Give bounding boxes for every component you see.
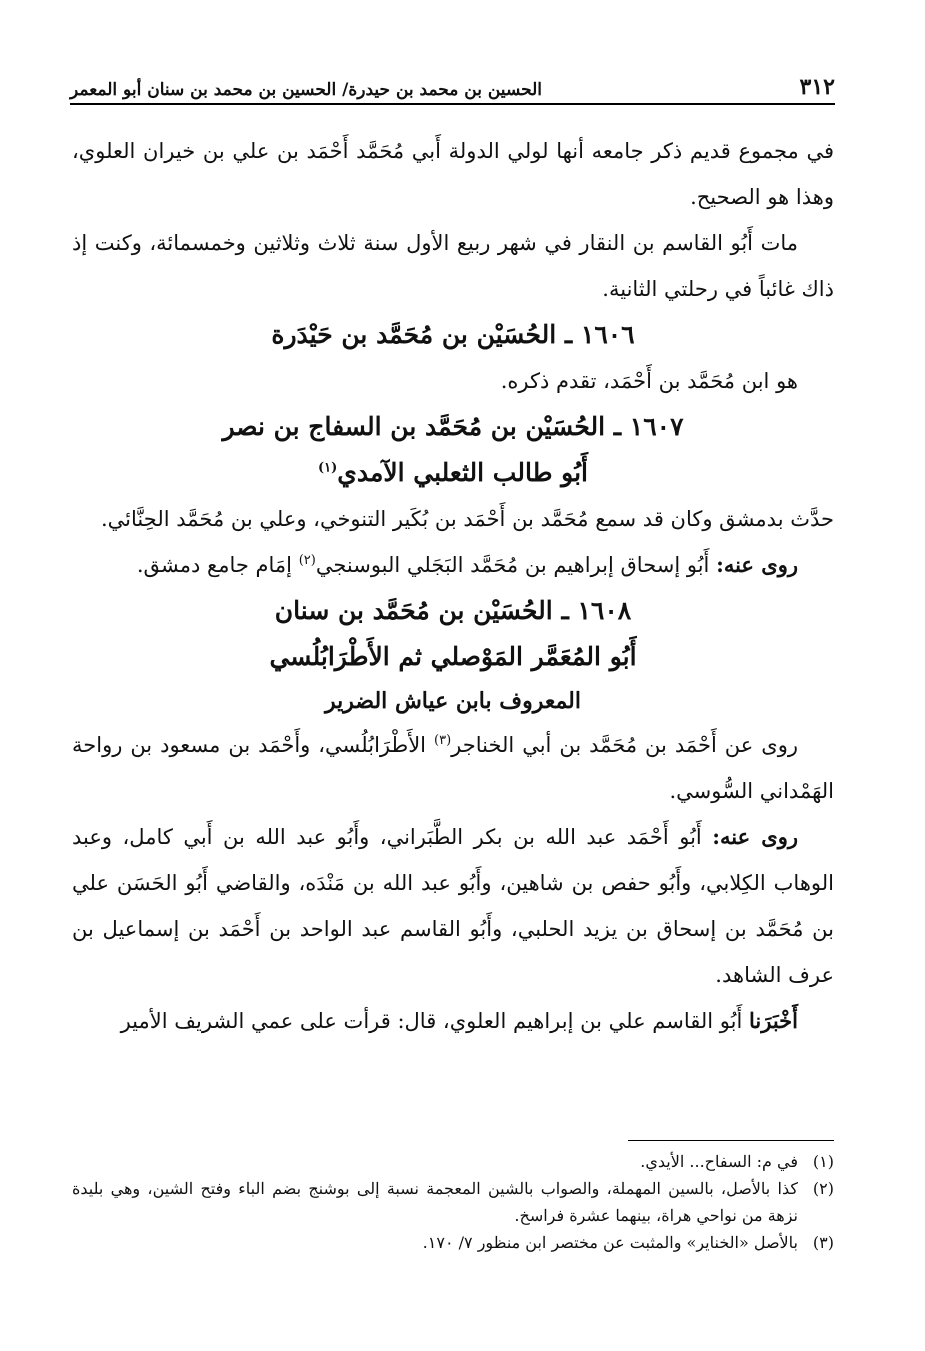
akhbarana-label: أَخْبَرَنا xyxy=(749,1008,798,1033)
entry-heading-1608-line1: ١٦٠٨ ـ الحُسَيْن بن مُحَمَّد بن سنان xyxy=(274,596,632,625)
paragraph-6-text-b: الأَطْرَابُلُسي، وأَحْمَد بن مسعود بن رواحة الهَمْداني السُّوسي. xyxy=(72,733,834,803)
footnote-text: بالأصل «الخناير» والمثبت عن مختصر ابن منظور ٧/ ١٧٠. xyxy=(422,1233,798,1252)
footnote-item xyxy=(72,1148,834,1175)
paragraph-7 xyxy=(72,814,834,998)
paragraph-5-text-b: إمَام جامع دمشق. xyxy=(136,553,293,577)
narrators-label-2: روى عنه: xyxy=(712,824,798,849)
footnote-number: (١) xyxy=(812,1152,834,1171)
footnote-ref-3: (٣) xyxy=(434,733,452,748)
paragraph-6 xyxy=(72,722,834,814)
entry-heading-1607-line1: ١٦٠٧ ـ الحُسَيْن بن مُحَمَّد بن السفاج بن نصر xyxy=(222,412,684,441)
running-title: الحسين بن محمد بن حيدرة/ الحسين بن محمد بن سنان أبو المعمر xyxy=(70,80,542,100)
footnote-ref-2: (٢) xyxy=(298,553,316,568)
footnote-text: في م: السفاح... الأيدي. xyxy=(640,1152,798,1171)
footnote-number: (٣) xyxy=(812,1233,834,1252)
paragraph-2: مات أَبُو القاسم بن النقار في شهر ربيع الأول سنة ثلاث وثلاثين وخمسمائة، وكنت إذ ذاك غائباً في رحلتي الثانية. xyxy=(72,231,834,301)
paragraph-5-text-a: أَبُو إسحاق إبراهيم بن مُحَمَّد البَجَلي البوسنجي xyxy=(315,553,710,577)
paragraph-1: في مجموع قديم ذكر جامعه أنها لولي الدولة أَبي مُحَمَّد أَحْمَد بن علي بن خيران العلوي، وهذا هو الصحيح. xyxy=(72,139,834,209)
heading-1607-name: أَبُو طالب الثعلبي الآمدي xyxy=(337,458,589,487)
footnote-item xyxy=(72,1229,834,1256)
header-rule xyxy=(70,103,835,105)
running-header xyxy=(70,62,835,100)
paragraph-8 xyxy=(72,998,834,1044)
footnote-rule xyxy=(628,1140,834,1141)
footnote-number: (٢) xyxy=(812,1179,834,1198)
paragraph-5 xyxy=(72,542,834,588)
entry-heading-1608-line2: أَبُو المُعَمَّر المَوْصلي ثم الأَطْرَابُلُسي xyxy=(269,642,637,671)
narrators-label: روى عنه: xyxy=(716,552,798,577)
entry-heading-1608-line3: المعروف بابن عياش الضرير xyxy=(324,688,581,714)
main-text xyxy=(72,128,834,1044)
paragraph-8-text: أَبُو القاسم علي بن إبراهيم العلوي، قال: قرأت على عمي الشريف الأمير xyxy=(120,1009,743,1033)
footnotes xyxy=(72,1148,834,1256)
entry-heading-1606: ١٦٠٦ ـ الحُسَيْن بن مُحَمَّد بن حَيْدَرة xyxy=(271,320,635,349)
footnote-text: كذا بالأصل، بالسين المهملة، والصواب بالشين المعجمة نسبة إلى بوشنج بضم الباء وفتح الشين، وهي بليدة نزهة من نواحي هراة، بينهما عشرة فراسخ. xyxy=(72,1179,798,1225)
paragraph-6-text-a: روى عن أَحْمَد بن مُحَمَّد بن أبي الخناجر xyxy=(451,733,798,757)
paragraph-3: هو ابن مُحَمَّد بن أَحْمَد، تقدم ذكره. xyxy=(500,369,798,393)
paragraph-4: حدَّث بدمشق وكان قد سمع مُحَمَّد بن أَحْمَد بن بُكَير التنوخي، وعلي بن مُحَمَّد الحِنَّائي. xyxy=(101,507,834,531)
paragraph-7-text: أَبُو أَحْمَد عبد الله بن بكر الطَّبَراني، وأَبُو عبد الله بن أَبي كامل، وعبد الوهاب الكِلابي، وأَبُو حفص بن شاهين، وأَبُو عبد الله بن مَنْدَه، والقاضي أَبُو الحَسَن علي بن مُحَمَّد بن إسحاق بن يزيد الحلبي، وأَبُو القاسم عبد الواحد بن أَحْمَد بن إسماعيل بن عرف الشاهد. xyxy=(72,825,834,987)
footnote-item xyxy=(72,1175,834,1229)
page-number: ٣١٢ xyxy=(799,74,835,100)
footnote-ref-1: (١) xyxy=(317,460,338,476)
entry-heading-1607-line2 xyxy=(72,450,834,496)
